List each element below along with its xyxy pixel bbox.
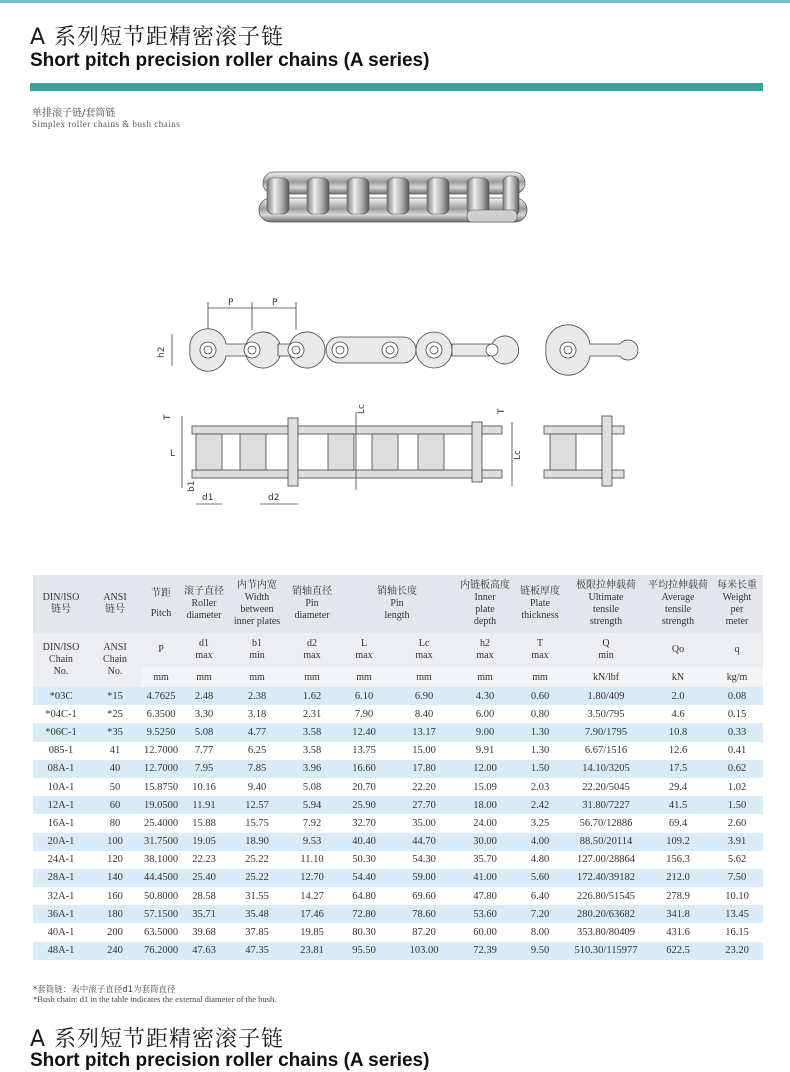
table-cell: 6.90 [391, 687, 457, 705]
table-cell: 0.08 [711, 687, 763, 705]
table-cell: 40A-1 [33, 923, 89, 941]
table-cell: 10.10 [711, 887, 763, 905]
table-row [33, 760, 763, 778]
unit-cell: kg/m [711, 667, 763, 687]
table-cell: 30.00 [457, 833, 513, 851]
table-cell: 47.35 [227, 942, 287, 960]
table-cell: 3.50/795 [567, 705, 645, 723]
table-cell: 19.85 [287, 923, 337, 941]
table-header-row-units [33, 667, 763, 687]
table-cell: 47.63 [181, 942, 227, 960]
table-header-row-cn [33, 575, 763, 633]
table-cell: 24A-1 [33, 851, 89, 869]
table-cell: 88.50/20114 [567, 833, 645, 851]
table-cell: 38.1000 [141, 851, 181, 869]
table-cell: 25.90 [337, 796, 391, 814]
table-cell: 200 [89, 923, 141, 941]
note-cn: *套筒链：表中滚子直径d1为套筒直径 [33, 985, 176, 995]
table-row [33, 942, 763, 960]
pitch-label-2: P [272, 298, 278, 308]
table-cell: 12.70 [287, 869, 337, 887]
table-cell: 10A-1 [33, 778, 89, 796]
table-cell: 4.77 [227, 723, 287, 741]
table-cell: 7.85 [227, 760, 287, 778]
table-cell: 5.60 [513, 869, 567, 887]
table-cell: 54.40 [337, 869, 391, 887]
table-row [33, 796, 763, 814]
table-cell: 160 [89, 887, 141, 905]
symbol-lc: Lc max [391, 633, 457, 667]
pitch-label-1: P [228, 298, 234, 308]
table-cell: 127.00/28864 [567, 851, 645, 869]
footer-title-cn: A 系列短节距精密滚子链 [30, 1027, 285, 1052]
table-cell: 87.20 [391, 923, 457, 941]
table-cell: 50.30 [337, 851, 391, 869]
chain-side-view-diagram [150, 290, 650, 520]
table-cell: 622.5 [645, 942, 711, 960]
table-cell: 12.40 [337, 723, 391, 741]
table-cell: 35.00 [391, 814, 457, 832]
table-cell: 7.50 [711, 869, 763, 887]
t-label-2: T [497, 408, 507, 414]
table-cell: 1.80/409 [567, 687, 645, 705]
table-cell: 6.25 [227, 742, 287, 760]
table-cell: 2.48 [181, 687, 227, 705]
table-cell: 9.00 [457, 723, 513, 741]
table-cell: 16.60 [337, 760, 391, 778]
h2-label: h2 [157, 346, 167, 358]
table-cell: 31.80/7227 [567, 796, 645, 814]
table-cell: 29.4 [645, 778, 711, 796]
table-cell: 6.00 [457, 705, 513, 723]
table-cell: 17.80 [391, 760, 457, 778]
table-cell: 510.30/115977 [567, 942, 645, 960]
t-label: T [163, 414, 173, 420]
symbol-qo: Qo [645, 633, 711, 667]
symbol-h2: h2 max [457, 633, 513, 667]
table-cell: 15.88 [181, 814, 227, 832]
table-cell: 80.30 [337, 923, 391, 941]
table-cell: 28.58 [181, 887, 227, 905]
table-cell: 9.91 [457, 742, 513, 760]
table-cell: 57.1500 [141, 905, 181, 923]
col-din-header: DIN/ISO 链号 [33, 575, 89, 633]
table-cell: 41 [89, 742, 141, 760]
table-cell: 0.80 [513, 705, 567, 723]
table-cell: 180 [89, 905, 141, 923]
table-cell: 7.20 [513, 905, 567, 923]
table-cell: 10.16 [181, 778, 227, 796]
table-cell: 14.10/3205 [567, 760, 645, 778]
table-cell: 2.0 [645, 687, 711, 705]
col-pitch-header: 节距 Pitch [141, 575, 181, 633]
table-cell: 48A-1 [33, 942, 89, 960]
unit-cell: mm [181, 667, 227, 687]
symbol-p: P [141, 633, 181, 667]
table-cell: 35.48 [227, 905, 287, 923]
table-cell: 6.67/1516 [567, 742, 645, 760]
table-cell: 6.40 [513, 887, 567, 905]
col-plate-thickness-header: 链板厚度 Plate thickness [513, 575, 567, 633]
table-cell: 2.38 [227, 687, 287, 705]
chain-photo-illustration [255, 160, 540, 235]
table-cell: 085-1 [33, 742, 89, 760]
subtitle-cn: 单排滚子链/套筒链 [32, 108, 116, 119]
table-cell: 69.60 [391, 887, 457, 905]
table-cell: 0.60 [513, 687, 567, 705]
table-cell: *25 [89, 705, 141, 723]
symbol-l: L max [337, 633, 391, 667]
table-cell: 11.10 [287, 851, 337, 869]
col-ultimate-header: 极限拉伸载荷 Ultimate tensile strength [567, 575, 645, 633]
table-cell: 36A-1 [33, 905, 89, 923]
table-cell: 35.71 [181, 905, 227, 923]
table-cell: 25.4000 [141, 814, 181, 832]
col-ansi-header: ANSI 链号 [89, 575, 141, 633]
unit-cell: mm [141, 667, 181, 687]
table-cell: 226.80/51545 [567, 887, 645, 905]
table-cell: 7.95 [181, 760, 227, 778]
table-cell: 27.70 [391, 796, 457, 814]
table-cell: 172.40/39182 [567, 869, 645, 887]
table-cell: 9.40 [227, 778, 287, 796]
table-cell: 50 [89, 778, 141, 796]
table-cell: *04C-1 [33, 705, 89, 723]
table-cell: 76.2000 [141, 942, 181, 960]
symbol-q: Q min [567, 633, 645, 667]
table-cell: 8.00 [513, 923, 567, 941]
table-cell: 12.00 [457, 760, 513, 778]
table-cell: 12A-1 [33, 796, 89, 814]
table-row [33, 687, 763, 705]
table-cell: 4.80 [513, 851, 567, 869]
table-cell: 59.00 [391, 869, 457, 887]
ansi-chain-no-label: ANSI Chain No. [89, 633, 141, 687]
unit-cell: kN [645, 667, 711, 687]
table-cell: 25.40 [181, 869, 227, 887]
col-plate-depth-header: 内链板高度 Inner plate depth [457, 575, 513, 633]
table-cell: 11.91 [181, 796, 227, 814]
table-cell: 25.22 [227, 869, 287, 887]
table-cell: 32A-1 [33, 887, 89, 905]
top-rule [0, 0, 790, 3]
table-row [33, 851, 763, 869]
table-cell: 5.08 [287, 778, 337, 796]
table-cell: 19.05 [181, 833, 227, 851]
table-cell: 1.62 [287, 687, 337, 705]
table-cell: 19.0500 [141, 796, 181, 814]
table-cell: 20A-1 [33, 833, 89, 851]
table-cell: 40.40 [337, 833, 391, 851]
table-row [33, 869, 763, 887]
table-cell: 13.75 [337, 742, 391, 760]
table-cell: 44.4500 [141, 869, 181, 887]
table-cell: 9.5250 [141, 723, 181, 741]
table-cell: 2.42 [513, 796, 567, 814]
table-cell: 31.55 [227, 887, 287, 905]
table-cell: 72.39 [457, 942, 513, 960]
table-cell: *06C-1 [33, 723, 89, 741]
table-cell: 8.40 [391, 705, 457, 723]
table-row [33, 723, 763, 741]
table-cell: 15.75 [227, 814, 287, 832]
table-cell: 63.5000 [141, 923, 181, 941]
table-cell: 280.20/63682 [567, 905, 645, 923]
table-cell: 23.20 [711, 942, 763, 960]
table-cell: 78.60 [391, 905, 457, 923]
col-weight-header: 每米长重 Weight per meter [711, 575, 763, 633]
table-cell: 54.30 [391, 851, 457, 869]
d1-label: d1 [202, 493, 214, 503]
table-cell: 7.90/1795 [567, 723, 645, 741]
table-cell: 53.60 [457, 905, 513, 923]
table-cell: 140 [89, 869, 141, 887]
footer-title-en: Short pitch precision roller chains (A series) [30, 1050, 430, 1071]
table-cell: 353.80/80409 [567, 923, 645, 941]
table-cell: 18.90 [227, 833, 287, 851]
table-cell: 20.70 [337, 778, 391, 796]
table-row [33, 778, 763, 796]
table-cell: 0.15 [711, 705, 763, 723]
note-en: *Bush chain: d1 in the table indicates the external diameter of the bush. [33, 994, 277, 1004]
col-average-header: 平均拉伸载荷 Average tensile strength [645, 575, 711, 633]
table-cell: 2.60 [711, 814, 763, 832]
table-cell: 341.8 [645, 905, 711, 923]
table-cell: 100 [89, 833, 141, 851]
table-cell: 0.41 [711, 742, 763, 760]
table-cell: 10.8 [645, 723, 711, 741]
table-cell: 2.31 [287, 705, 337, 723]
table-cell: 1.30 [513, 723, 567, 741]
table-cell: 15.09 [457, 778, 513, 796]
unit-cell: mm [457, 667, 513, 687]
col-roller-header: 滚子直径 Roller diameter [181, 575, 227, 633]
table-cell: 60 [89, 796, 141, 814]
accent-bar [30, 83, 763, 91]
table-cell: 32.70 [337, 814, 391, 832]
table-cell: 9.50 [513, 942, 567, 960]
unit-cell: mm [391, 667, 457, 687]
table-cell: 0.33 [711, 723, 763, 741]
table-cell: 3.96 [287, 760, 337, 778]
table-row [33, 833, 763, 851]
subtitle-en: Simplex roller chains & bush chains [32, 119, 181, 129]
table-cell: 7.77 [181, 742, 227, 760]
symbol-b1: b1 min [227, 633, 287, 667]
unit-cell: mm [513, 667, 567, 687]
table-cell: 12.6 [645, 742, 711, 760]
table-cell: 3.30 [181, 705, 227, 723]
table-cell: 47.80 [457, 887, 513, 905]
table-cell: 95.50 [337, 942, 391, 960]
table-cell: 50.8000 [141, 887, 181, 905]
table-cell: 3.58 [287, 723, 337, 741]
table-cell: 41.00 [457, 869, 513, 887]
table-cell: 6.10 [337, 687, 391, 705]
table-cell: 08A-1 [33, 760, 89, 778]
table-cell: 431.6 [645, 923, 711, 941]
table-cell: 3.25 [513, 814, 567, 832]
table-cell: 4.00 [513, 833, 567, 851]
page-title-en: Short pitch precision roller chains (A series) [30, 50, 430, 71]
table-cell: 17.46 [287, 905, 337, 923]
table-cell: 80 [89, 814, 141, 832]
table-cell: 60.00 [457, 923, 513, 941]
table-cell: 13.45 [711, 905, 763, 923]
table-cell: 24.00 [457, 814, 513, 832]
table-row [33, 923, 763, 941]
symbol-t: T max [513, 633, 567, 667]
table-cell: 15.00 [391, 742, 457, 760]
table-cell: 1.30 [513, 742, 567, 760]
table-cell: 4.30 [457, 687, 513, 705]
table-cell: 1.02 [711, 778, 763, 796]
table-header-row-symbols [33, 633, 763, 667]
table-cell: 212.0 [645, 869, 711, 887]
table-cell: 12.7000 [141, 742, 181, 760]
table-row [33, 742, 763, 760]
table-cell: *15 [89, 687, 141, 705]
table-cell: 3.58 [287, 742, 337, 760]
table-cell: 15.8750 [141, 778, 181, 796]
l-label: L [170, 449, 176, 459]
table-cell: 5.08 [181, 723, 227, 741]
table-cell: 7.92 [287, 814, 337, 832]
table-cell: 16.15 [711, 923, 763, 941]
table-cell: *03C [33, 687, 89, 705]
unit-cell: mm [287, 667, 337, 687]
table-cell: 4.6 [645, 705, 711, 723]
table-cell: 17.5 [645, 760, 711, 778]
table-cell: 7.90 [337, 705, 391, 723]
table-cell: 28A-1 [33, 869, 89, 887]
table-cell: 22.20 [391, 778, 457, 796]
table-cell: 3.18 [227, 705, 287, 723]
table-cell: 40 [89, 760, 141, 778]
table-row [33, 887, 763, 905]
table-cell: 31.7500 [141, 833, 181, 851]
table-cell: 72.80 [337, 905, 391, 923]
table-cell: 278.9 [645, 887, 711, 905]
table-cell: 22.23 [181, 851, 227, 869]
symbol-d2: d2 max [287, 633, 337, 667]
table-cell: 240 [89, 942, 141, 960]
symbol-d1: d1 max [181, 633, 227, 667]
table-row [33, 905, 763, 923]
col-width-header: 内节内宽 Width between inner plates [227, 575, 287, 633]
col-pin-length-header: 销轴长度 Pin length [337, 575, 457, 633]
table-cell: 14.27 [287, 887, 337, 905]
table-cell: 12.57 [227, 796, 287, 814]
table-cell: 0.62 [711, 760, 763, 778]
table-cell: 9.53 [287, 833, 337, 851]
table-cell: 109.2 [645, 833, 711, 851]
table-cell: 35.70 [457, 851, 513, 869]
col-pin-dia-header: 销轴直径 Pin diameter [287, 575, 337, 633]
table-cell: *35 [89, 723, 141, 741]
table-cell: 3.91 [711, 833, 763, 851]
table-cell: 2.03 [513, 778, 567, 796]
table-cell: 22.20/5045 [567, 778, 645, 796]
table-cell: 23.81 [287, 942, 337, 960]
table-cell: 1.50 [711, 796, 763, 814]
table-cell: 44.70 [391, 833, 457, 851]
d2-label: d2 [268, 493, 280, 503]
table-cell: 6.3500 [141, 705, 181, 723]
b1-label: b1 [187, 480, 197, 492]
table-cell: 12.7000 [141, 760, 181, 778]
table-row [33, 814, 763, 832]
unit-cell: kN/lbf [567, 667, 645, 687]
unit-cell: mm [227, 667, 287, 687]
table-cell: 5.62 [711, 851, 763, 869]
table-cell: 18.00 [457, 796, 513, 814]
unit-cell: mm [337, 667, 391, 687]
table-cell: 41.5 [645, 796, 711, 814]
chain-spec-table [33, 575, 763, 960]
table-cell: 13.17 [391, 723, 457, 741]
table-cell: 64.80 [337, 887, 391, 905]
page-title-cn: A 系列短节距精密滚子链 [30, 25, 285, 50]
table-cell: 16A-1 [33, 814, 89, 832]
table-cell: 37.85 [227, 923, 287, 941]
table-cell: 5.94 [287, 796, 337, 814]
table-cell: 1.50 [513, 760, 567, 778]
table-cell: 56.70/12886 [567, 814, 645, 832]
table-cell: 39.68 [181, 923, 227, 941]
lc-label-2: Lc [513, 450, 523, 460]
din-chain-no-label: DIN/ISO Chain No. [33, 633, 89, 687]
table-row [33, 705, 763, 723]
table-cell: 103.00 [391, 942, 457, 960]
symbol-weight: q [711, 633, 763, 667]
lc-label-1: Lc [357, 404, 367, 414]
table-cell: 120 [89, 851, 141, 869]
table-cell: 156.3 [645, 851, 711, 869]
table-cell: 25.22 [227, 851, 287, 869]
table-cell: 69.4 [645, 814, 711, 832]
table-cell: 4.7625 [141, 687, 181, 705]
